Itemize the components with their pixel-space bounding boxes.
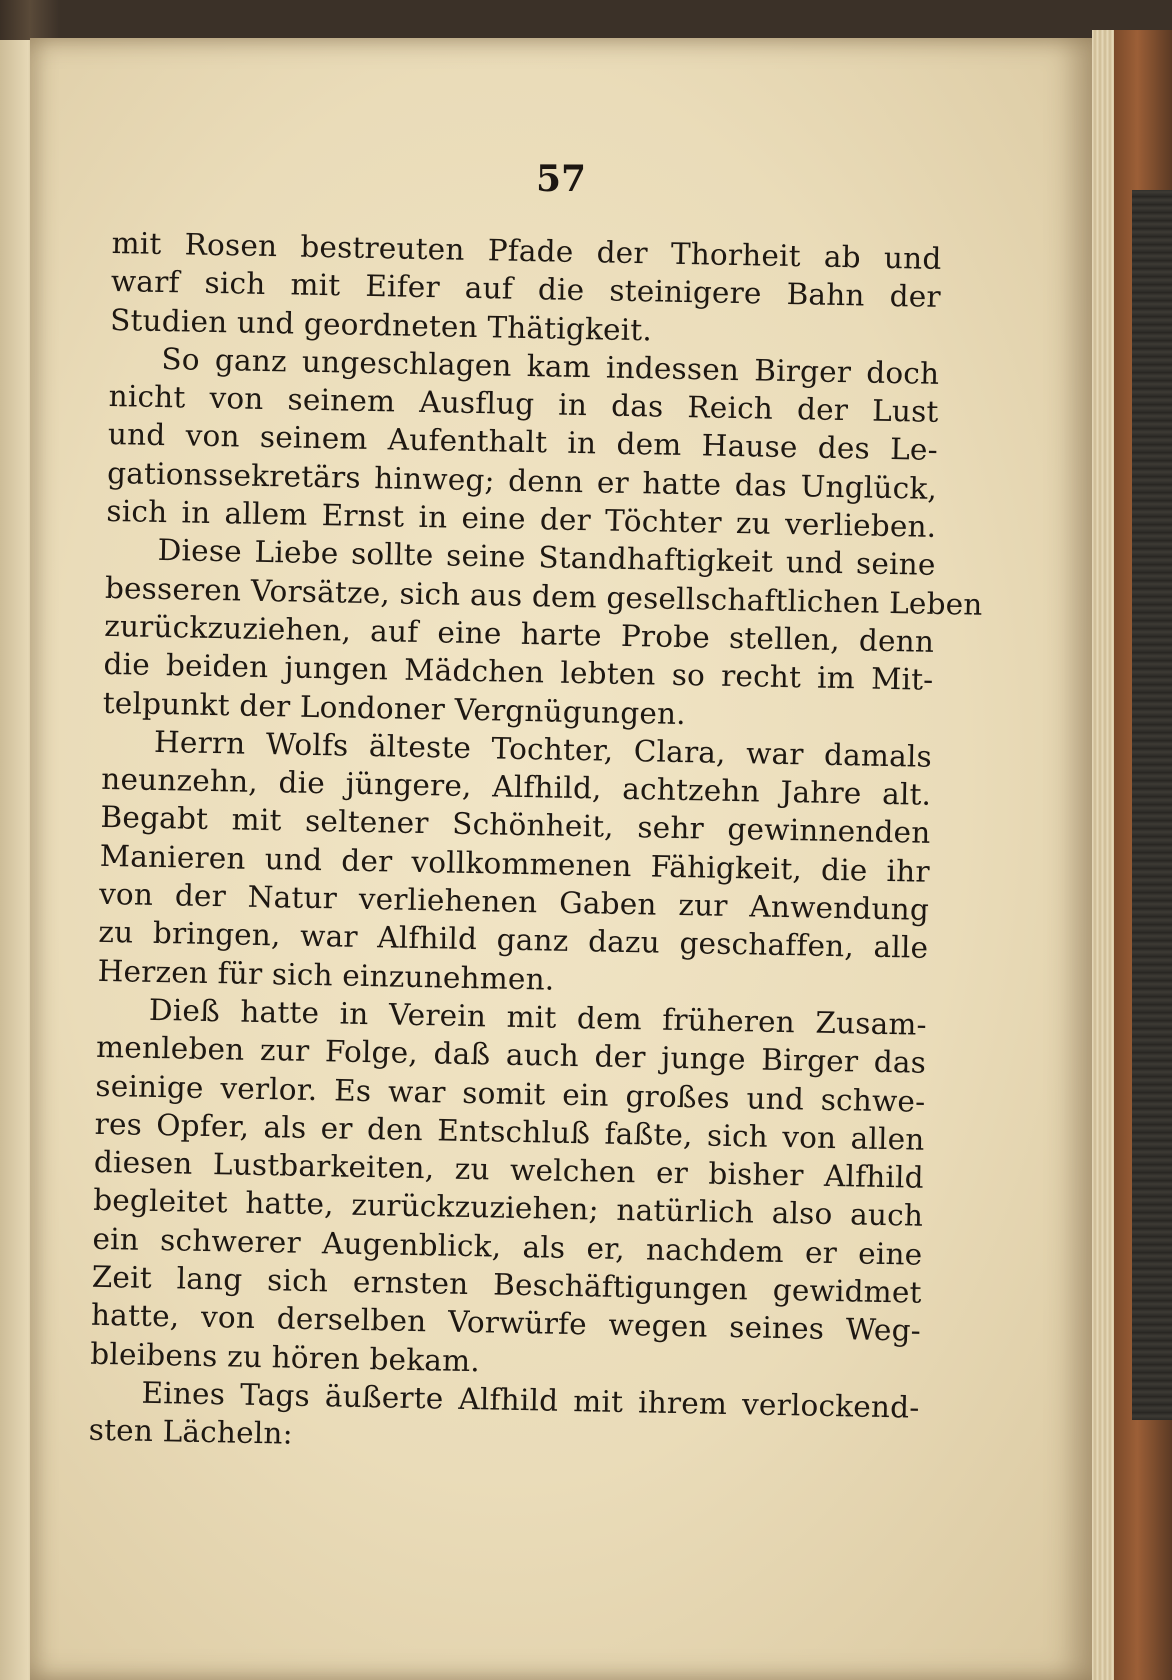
text-line: nicht von seinem Ausflug in das Reich der Lust: [108, 379, 939, 430]
text-line: gationssekretärs hinweg; denn er hatte das Unglück,: [106, 455, 938, 506]
text-line: res Opfer, als er den Entschluß faßte, sich von allen: [94, 1106, 925, 1157]
text-line: und von seinem Aufenthalt in dem Hause des Le-: [107, 417, 939, 468]
text-line: ein schwerer Augenblick, als er, nachdem er eine: [92, 1221, 923, 1272]
text-line: besseren Vorsätze, sich aus dem gesellschaftlichen Leben: [104, 570, 983, 622]
page-text: [88, 224, 983, 1465]
book-spine-cloth: [1132, 190, 1172, 1420]
text-line: zurückzuziehen, auf eine harte Probe stellen, denn: [103, 608, 935, 659]
text-line: Dieß hatte in Verein mit dem früheren Zusam-: [148, 992, 928, 1042]
text-line: Begabt mit seltener Schönheit, sehr gewinnenden: [100, 800, 931, 851]
text-line: diesen Lustbarkeiten, zu welchen er bisher Alfhild: [93, 1144, 925, 1195]
text-line: menleben zur Folge, daß auch der junge Birger das: [95, 1030, 927, 1081]
text-line: sich in allem Ernst in eine der Töchter zu verlieben.: [106, 494, 937, 544]
text-line: warf sich mit Eifer auf die steinigere Bahn der: [110, 264, 942, 315]
text-line: zu bringen, war Alfhild ganz dazu geschaffen, alle: [98, 915, 929, 966]
text-line: hatte, von derselben Vorwürfe wegen seines Weg-: [90, 1298, 922, 1349]
text-line: begleitet hatte, zurückzuziehen; natürlich also auch: [92, 1183, 924, 1234]
text-line: bleibens zu hören bekam.: [89, 1336, 481, 1378]
text-line: telpunkt der Londoner Vergnügungen.: [102, 685, 687, 731]
text-line: neunzehn, die jüngere, Alfhild, achtzehn Jahre alt.: [101, 762, 932, 812]
text-line: Diese Liebe sollte seine Standhaftigkeit und seine: [157, 533, 936, 583]
text-line: sten Lächeln:: [88, 1412, 294, 1451]
text-line: seinige verlor. Es war somit ein großes und schwe-: [95, 1068, 926, 1119]
book-page: [30, 38, 1092, 1680]
text-line: So ganz ungeschlagen kam indessen Birger doch: [161, 341, 940, 391]
text-line: Eines Tags äußerte Alfhild mit ihrem verlockend-: [141, 1375, 920, 1425]
text-line: mit Rosen bestreuten Pfade der Thorheit ab und: [111, 225, 942, 276]
text-line: von der Natur verliehenen Gaben zur Anwendung: [98, 876, 930, 927]
page-stack-edges: [1092, 30, 1114, 1680]
text-line: Zeit lang sich ernsten Beschäftigungen gewidmet: [91, 1259, 922, 1310]
text-line: die beiden jungen Mädchen lebten so recht im Mit-: [103, 647, 934, 698]
text-line: Manieren und der vollkommenen Fähigkeit, die ihr: [99, 838, 931, 889]
page-number: 57: [535, 158, 587, 200]
text-line: Herzen für sich einzunehmen.: [97, 953, 555, 997]
text-line: Herrn Wolfs älteste Tochter, Clara, war damals: [153, 724, 933, 774]
text-line: Studien und geordneten Thätigkeit.: [109, 302, 653, 347]
